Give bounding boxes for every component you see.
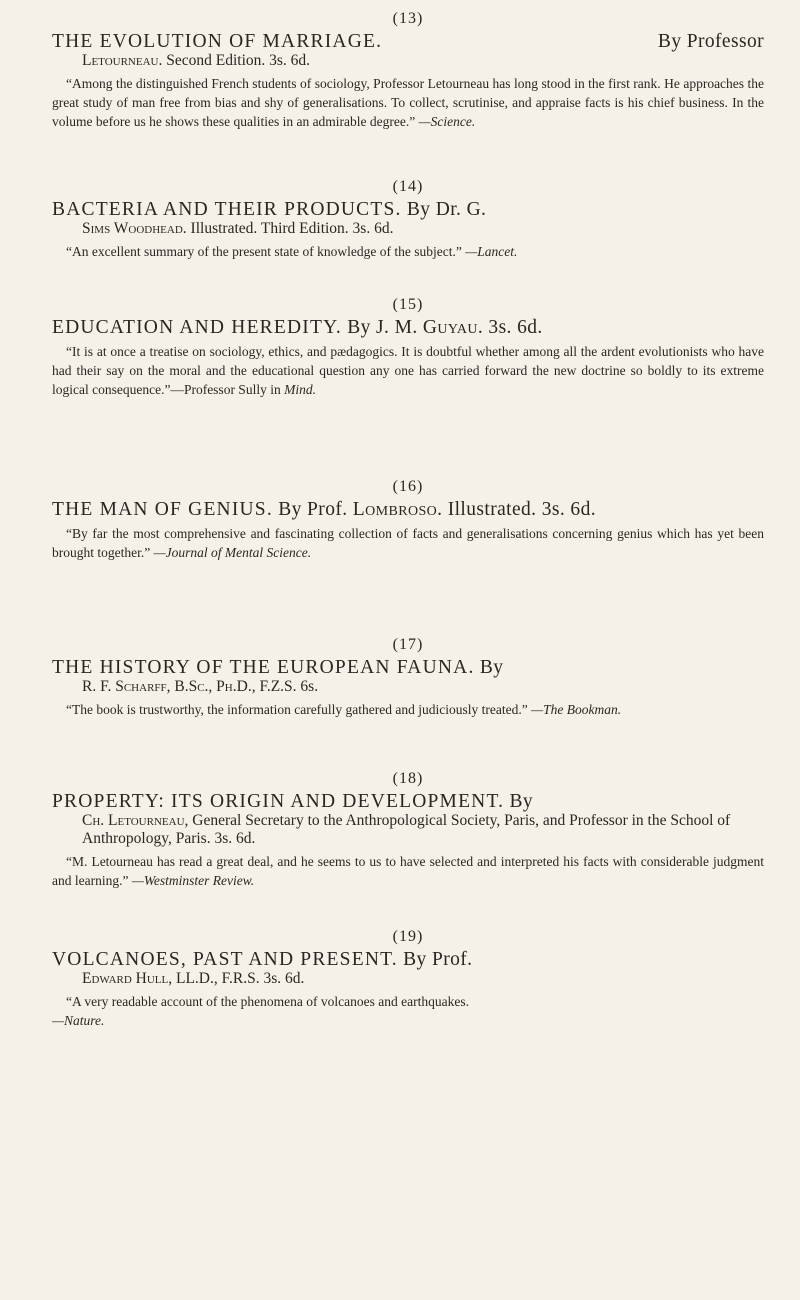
book-title: VOLCANOES, PAST AND PRESENT.: [52, 949, 398, 970]
review-quote: [52, 342, 764, 399]
entry-heading: [52, 657, 764, 678]
review-text: “It is at once a treatise on sociology, ethics, and pædagogics. It is doubtful whether among all the ardent evolutionists who have had their say on the moral and the educational question any one has carried forward the new doctrine so boldly to its extreme logical consequence.”—Professor Sully in: [52, 344, 764, 397]
entry-heading: [52, 949, 764, 970]
entry-details: [52, 812, 764, 848]
book-title: THE MAN OF GENIUS.: [52, 499, 273, 520]
byline: By Prof.: [403, 949, 473, 970]
book-title: THE EVOLUTION OF MARRIAGE.: [52, 31, 383, 52]
review-text: “A very readable account of the phenomena of volcanoes and earthquakes.: [66, 994, 469, 1009]
book-title: PROPERTY: ITS ORIGIN AND DEVELOPMENT.: [52, 791, 505, 812]
review-source: —Nature.: [52, 1013, 105, 1028]
edition-price: Second Edition. 3s. 6d.: [166, 52, 311, 69]
book-entry-16: [52, 478, 764, 562]
review-source: —Lancet.: [465, 244, 518, 259]
book-title: EDUCATION AND HEREDITY.: [52, 317, 342, 338]
edition-price: 3s. 6d.: [263, 970, 305, 987]
review-source: Mind.: [284, 382, 316, 397]
entry-details: [52, 678, 764, 696]
book-entry-17: [52, 636, 764, 719]
entry-number: (16): [392, 478, 424, 495]
byline: By J. M.: [347, 317, 418, 338]
review-text: “An excellent summary of the present state of knowledge of the subject.”: [66, 244, 462, 259]
review-quote: [52, 852, 764, 890]
edition-price: General Secretary to the Anthropological Society, Paris, and Professor in the School of Anthropology, Paris. 3s. 6d.: [82, 812, 731, 847]
review-source: —The Bookman.: [531, 702, 622, 717]
book-title: THE HISTORY OF THE EUROPEAN FAUNA.: [52, 657, 475, 678]
review-text: “Among the distinguished French students of sociology, Professor Letourneau has long stood in the first rank. He approaches the great study of man free from bias and shy of generalisations. To collect, scrutinise, and appraise facts is his chief business. In the volume before us he shows these qualities in an admirable degree.”: [52, 76, 764, 129]
review-text: “By far the most comprehensive and fascinating collection of facts and generalisations concerning genius which has yet been brought together.”: [52, 526, 764, 560]
book-entry-14: [52, 178, 764, 261]
review-source: —Science.: [418, 114, 476, 129]
entry-number: (14): [392, 178, 424, 195]
byline: By: [479, 657, 504, 678]
entry-heading: [52, 317, 764, 338]
book-title: BACTERIA AND THEIR PRODUCTS.: [52, 199, 402, 220]
edition-price: Illustrated. 3s. 6d.: [447, 499, 596, 520]
byline: By Prof.: [278, 499, 348, 520]
review-quote: [52, 700, 764, 719]
entry-details: [52, 970, 764, 988]
author-name: Letourneau.: [82, 52, 163, 69]
author-name: Edward Hull, LL.D., F.R.S.: [82, 970, 260, 987]
entry-details: [52, 52, 764, 70]
entry-number: (15): [392, 296, 424, 313]
review-quote: [52, 992, 764, 1030]
author-name: Sims Woodhead.: [82, 220, 187, 237]
author-name: Guyau.: [422, 317, 484, 338]
byline: By Professor: [657, 31, 764, 52]
entry-heading: [52, 791, 764, 812]
book-entry-19: [52, 928, 764, 1030]
entry-number: (17): [392, 636, 424, 653]
book-entry-15: [52, 296, 764, 399]
entry-heading: [52, 31, 764, 52]
book-entry-13: [52, 10, 764, 131]
edition-price: 3s. 6d.: [488, 317, 543, 338]
author-name: R. F. Scharff, B.Sc., Ph.D., F.Z.S.: [82, 678, 297, 695]
author-name: Ch. Letourneau,: [82, 812, 189, 829]
byline: By Dr. G.: [406, 199, 487, 220]
edition-price: 6s.: [300, 678, 319, 695]
review-source: —Journal of Mental Science.: [153, 545, 312, 560]
review-text: “The book is trustworthy, the information carefully gathered and judiciously treated.”: [66, 702, 528, 717]
review-text: “M. Letourneau has read a great deal, and he seems to us to have selected and interpreted his facts with considerable judgment and learning.”: [52, 854, 764, 888]
entry-details: [52, 220, 764, 238]
byline: By: [509, 791, 534, 812]
entry-number: (13): [392, 10, 424, 27]
author-name: Lombroso.: [352, 499, 443, 520]
entry-heading: [52, 499, 764, 520]
book-entry-18: [52, 770, 764, 890]
review-quote: [52, 74, 764, 131]
edition-price: Illustrated. Third Edition. 3s. 6d.: [190, 220, 394, 237]
entry-heading: [52, 199, 764, 220]
entry-number: (19): [392, 928, 424, 945]
review-quote: [52, 242, 764, 261]
review-source: —Westminster Review.: [131, 873, 255, 888]
entry-number: (18): [392, 770, 424, 787]
review-quote: [52, 524, 764, 562]
